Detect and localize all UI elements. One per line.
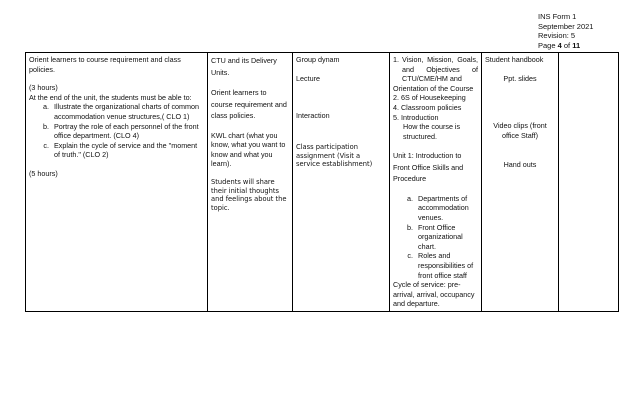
method-text: Interaction bbox=[296, 111, 330, 121]
page-of: of bbox=[561, 40, 573, 50]
item-number: 1. bbox=[393, 55, 399, 64]
list-item: b. Front Office organizational chart. bbox=[415, 223, 478, 252]
table-row bbox=[26, 53, 619, 312]
content-line: How the course is structured. bbox=[403, 122, 461, 141]
resource-text: Video clips (front office Staff) bbox=[493, 121, 547, 140]
item-text: Vision, Mission, Goals, and Objectives of CTU/CME/HM and bbox=[402, 55, 478, 84]
share-text: Students will share their initial thoughts and feelings about the topic. bbox=[211, 177, 287, 213]
outcomes-cell bbox=[26, 53, 208, 312]
orient-text: Orient learners to course requirement and class policies. bbox=[211, 88, 287, 120]
page-indicator bbox=[538, 41, 634, 51]
page-prefix: Page bbox=[538, 40, 558, 50]
empty-cell bbox=[559, 53, 619, 312]
hours-text: (5 hours) bbox=[29, 168, 58, 178]
unit-title: Unit 1: Introduction to Front Office Skills and Procedure bbox=[393, 151, 464, 184]
orient-text: Orient learners to course requirement and class policies. bbox=[29, 55, 181, 74]
resources-cell bbox=[482, 53, 559, 312]
resource-text: Hand outs bbox=[503, 160, 537, 170]
form-date: September 2021 bbox=[538, 21, 594, 31]
outcomes-list bbox=[29, 102, 204, 160]
form-header bbox=[538, 12, 634, 50]
list-item: c. Explain the cycle of service and the "moment of truth." (CLO 2) bbox=[51, 141, 204, 160]
resource-text: Ppt. slides bbox=[503, 73, 537, 83]
content-line: 4. Classroom policies bbox=[393, 102, 462, 112]
list-item: b. Portray the role of each personnel of the front office department. (CLO 4) bbox=[51, 122, 204, 141]
list-item: a. Illustrate the organizational charts of common accommodation venue structures,( CLO 1) bbox=[51, 102, 204, 121]
kwl-text: KWL chart (what you know, what you want to know and what you learn). bbox=[211, 130, 286, 169]
content-line: 5. Introduction bbox=[393, 112, 439, 122]
method-text: Lecture bbox=[296, 73, 320, 83]
method-text: Group dynam bbox=[296, 55, 340, 64]
page-current: 4 bbox=[557, 40, 562, 50]
content-cell bbox=[390, 53, 482, 312]
assignment-text: Class participation assignment (Visit a service establishment) bbox=[296, 142, 373, 169]
unit-outcomes-intro: At the end of the unit, the students must be able to: bbox=[29, 92, 192, 102]
cycle-text: Cycle of service: pre-arrival, arrival, occupancy and departure. bbox=[393, 280, 475, 309]
page-total: 11 bbox=[572, 40, 581, 50]
hours-text: (3 hours) bbox=[29, 83, 58, 93]
list-item: a. Departments of accommodation venues. bbox=[415, 194, 478, 223]
ctu-text: CTU and its Delivery Units. bbox=[211, 56, 277, 77]
list-item: c. Roles and responsibilities of front office staff bbox=[415, 251, 478, 280]
topics-list bbox=[393, 194, 478, 280]
methods-cell bbox=[293, 53, 390, 312]
content-line: Orientation of the Course bbox=[393, 83, 474, 93]
syllabus-table bbox=[25, 52, 619, 312]
resource-text: Student handbook bbox=[485, 55, 544, 64]
list-item bbox=[393, 55, 478, 84]
form-revision: Revision: 5 bbox=[538, 31, 576, 40]
form-code: INS Form 1 bbox=[538, 12, 577, 21]
content-line: 2. 6S of Housekeeping bbox=[393, 93, 466, 103]
activities-cell bbox=[208, 53, 293, 312]
